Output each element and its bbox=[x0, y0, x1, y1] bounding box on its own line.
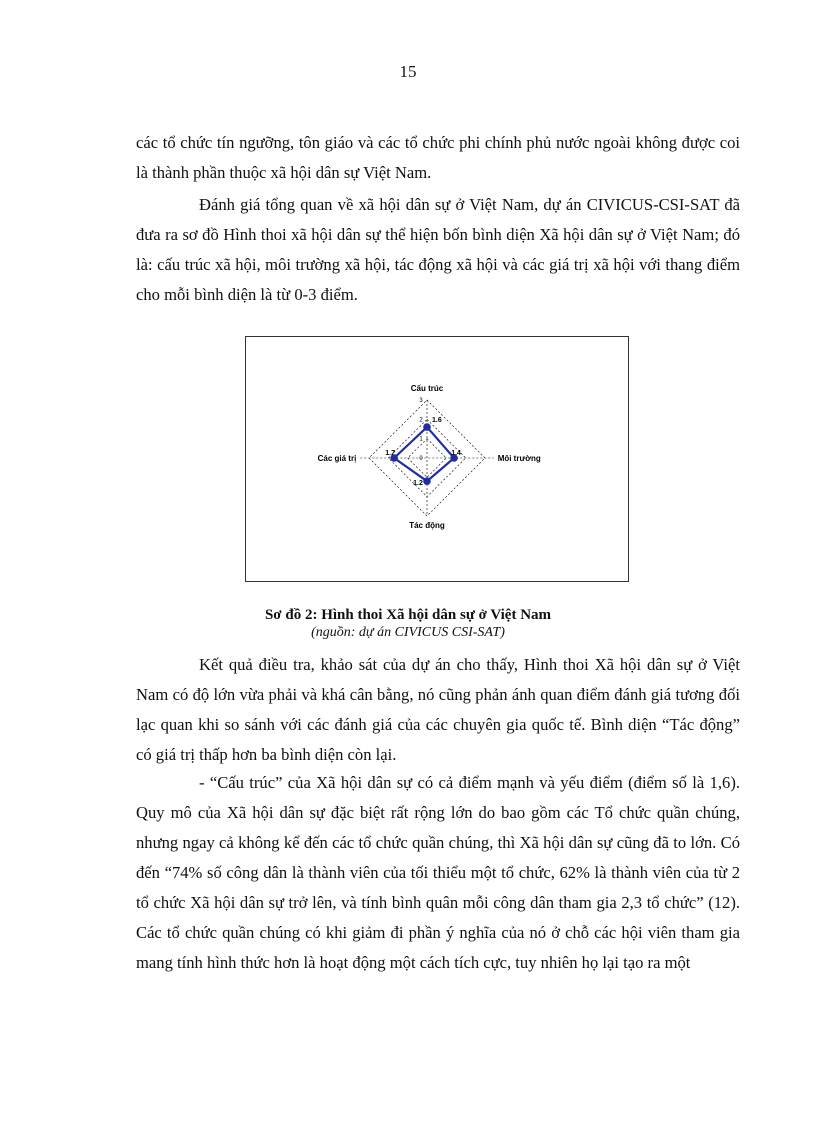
page-number: 15 bbox=[399, 62, 417, 81]
civil-society-diamond-chart bbox=[246, 337, 630, 583]
scale-tick-3: 3 bbox=[419, 398, 423, 404]
paragraph-3: Kết quả điều tra, khảo sát của dự án cho thấy, Hình thoi Xã hội dân sự ở Việt Nam có độ lớn vừa phải và khá cân bằng, nó cũng phản ánh quan điểm đánh giá tương đối lạc quan khi so sánh với các đánh giá của các chuyên gia quốc tế. Bình diện “Tác động” có giá trị thấp hơn ba bình diện còn lại. bbox=[136, 655, 740, 764]
axis-label-environment: Môi trường bbox=[497, 454, 541, 463]
diamond-chart-frame bbox=[245, 336, 629, 582]
value-label-impact: 1.2 bbox=[413, 480, 423, 488]
paragraph-2: Đánh giá tổng quan về xã hội dân sự ở Việt Nam, dự án CIVICUS-CSI-SAT đã đưa ra sơ đồ Hình thoi xã hội dân sự thể hiện bốn bình diện Xã hội dân sự ở Việt Nam; đó là: cấu trúc xã hội, môi trường xã hội, tác động xã hội và các giá trị xã hội với thang điểm cho mỗi bình diện là từ 0-3 điểm. bbox=[136, 195, 740, 304]
data-point-2 bbox=[423, 477, 431, 485]
axis-label-impact: Tác động bbox=[409, 521, 445, 530]
axis-label-values: Các giá trị bbox=[317, 454, 357, 463]
scale-tick-1: 1 bbox=[419, 436, 423, 443]
chart-axes bbox=[360, 400, 493, 516]
scale-tick-0: 0 bbox=[419, 456, 423, 462]
value-label-structure: 1.6 bbox=[432, 417, 442, 425]
data-polygon bbox=[394, 427, 454, 481]
figure-source: (nguồn: dự án CIVICUS CSI-SAT) bbox=[311, 625, 505, 640]
chart-series bbox=[390, 423, 458, 488]
scale-tick-2: 2 bbox=[419, 417, 423, 424]
axis-label-structure: Cấu trúc bbox=[410, 384, 444, 393]
value-label-values: 1.7 bbox=[385, 450, 396, 457]
paragraph-1: các tổ chức tín ngưỡng, tôn giáo và các tổ chức phi chính phủ nước ngoài không được coi là thành phần thuộc xã hội dân sự Việt Nam. bbox=[136, 133, 740, 182]
figure-caption: Sơ đồ 2: Hình thoi Xã hội dân sự ở Việt Nam bbox=[264, 607, 552, 623]
paragraph-4: - “Cấu trúc” của Xã hội dân sự có cả điểm mạnh và yếu điểm (điểm số là 1,6). Quy mô của Xã hội dân sự đặc biệt rất rộng lớn do bao gồm các Tổ chức quần chúng, nhưng ngay cả không kể đến các tổ chức quần chúng, thì Xã hội dân sự cũng đã to lớn. Có đến “74% số công dân là thành viên của tối thiểu một tổ chức, 62% là thành viên của từ 2 tổ chức Xã hội dân sự trở lên, và tính bình quân mỗi công dân tham gia 2,3 tổ chức” (12). Các tổ chức quần chúng có khi giảm đi phần ý nghĩa của nó ở chỗ các hội viên tham gia mang tính hình thức hơn là hoạt động một cách tích cực, tuy nhiên họ lại tạo ra một bbox=[136, 773, 740, 972]
value-label-environment: 1.4 bbox=[451, 450, 461, 457]
data-point-0 bbox=[423, 423, 431, 431]
